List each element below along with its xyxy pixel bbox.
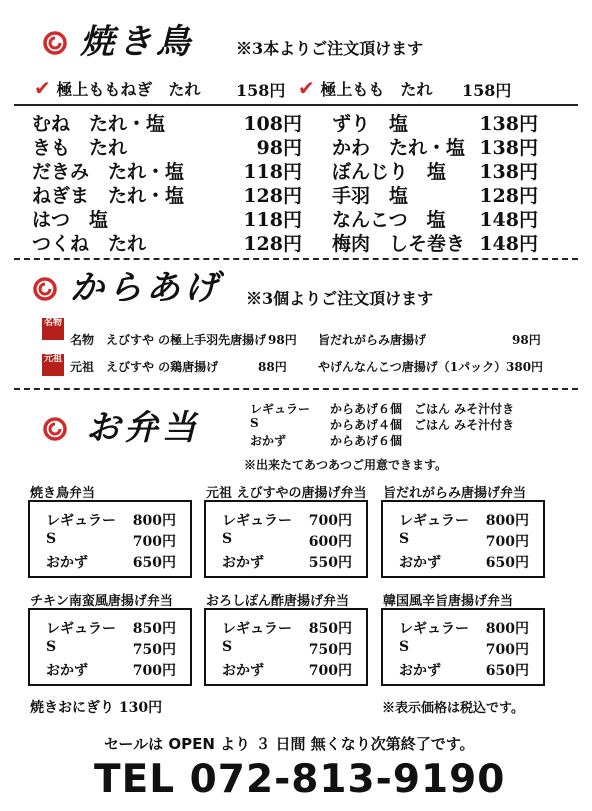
bento-price-row (399, 660, 529, 682)
bento-price-row (399, 639, 529, 661)
yakitori-item-price: 138円 (479, 113, 538, 135)
bento-price: 700円 (132, 663, 176, 679)
swirl-logo-icon (32, 276, 58, 302)
bento-price-row (399, 552, 529, 574)
bento-box-title: 元祖 えびすやの唐揚げ弁当 (206, 486, 367, 501)
bento-price-row (46, 552, 176, 574)
checkmark-icon: ✔ (34, 76, 51, 100)
bento-price: 800円 (485, 513, 529, 529)
bento-price-box (381, 608, 545, 686)
bento-price-box (28, 608, 192, 686)
yakitori-item-name: むね たれ・塩 (32, 113, 166, 135)
bento-size-label: レギュラー (399, 513, 469, 529)
bento-price-row (222, 531, 352, 553)
sale-note: セールは OPEN より ３ 日間 無くなり次第終了です。 (104, 735, 475, 753)
bento-size-label: レギュラー (399, 621, 469, 637)
yakitori-item-price: 108円 (243, 113, 302, 135)
yakitori-item-price: 118円 (243, 209, 302, 231)
bento-price: 650円 (485, 663, 529, 679)
featured-item-2 (298, 76, 432, 100)
yakitori-item-price: 128円 (243, 185, 302, 207)
bento-price: 800円 (132, 513, 176, 529)
bento-price-row (222, 639, 352, 661)
yakitori-item-price: 138円 (479, 137, 538, 159)
bento-size-label: レギュラー (46, 621, 116, 637)
bento-size-label: おかず (399, 663, 441, 679)
bento-price: 650円 (132, 555, 176, 571)
yakitori-item-name: ねぎま たれ・塩 (32, 185, 185, 207)
bento-size-desc: からあげ６個 ごはん みそ汁付き (330, 402, 515, 416)
karaage-item-price: 380円 (506, 360, 544, 374)
karaage-order-note: ※3個よりご注文頂けます (246, 289, 434, 308)
bento-title: お弁当 (86, 408, 200, 448)
bento-price-row (222, 618, 352, 640)
bento-price-row (222, 510, 352, 532)
karaage-item (70, 331, 266, 349)
bento-price: 800円 (485, 621, 529, 637)
ganso-stamp: 元祖 (42, 354, 64, 376)
bento-size-label: おかず (46, 555, 88, 571)
bento-size-label: S (250, 416, 259, 430)
tax-note: ※表示価格は税込です。 (382, 701, 524, 716)
bento-price-box (204, 500, 368, 578)
karaage-item (70, 358, 218, 376)
bento-price: 700円 (308, 663, 352, 679)
bento-size-label: S (222, 531, 233, 547)
yakitori-item-name: ぼんじり 塩 (332, 161, 447, 183)
yakitori-item-price: 148円 (479, 209, 538, 231)
featured-item-price: 158円 (462, 81, 512, 100)
bento-size-label: S (399, 531, 410, 547)
bento-price: 550円 (308, 555, 352, 571)
yakitori-item (32, 135, 302, 161)
bento-price-box (28, 500, 192, 578)
yakitori-item-price: 148円 (479, 233, 538, 255)
bento-size-label: レギュラー (46, 513, 116, 529)
yakitori-item (332, 207, 538, 233)
swirl-logo-icon (42, 416, 68, 442)
yakitori-item-name: きも たれ (32, 137, 128, 159)
yakitori-item-name: 梅肉 しそ巻き (332, 233, 466, 255)
bento-price: 850円 (132, 621, 176, 637)
telephone-number[interactable]: TEL 072-813-9190 (94, 757, 506, 802)
bento-box-title: チキン南蛮風唐揚げ弁当 (30, 594, 173, 609)
bento-price: 700円 (485, 642, 529, 658)
yakitori-item-price: 138円 (479, 161, 538, 183)
yakitori-title: 焼き鳥 (80, 22, 194, 62)
karaage-item-price: 88円 (258, 360, 287, 374)
karaage-item-price: 98円 (512, 333, 541, 347)
karaage-item-name: 旨だれがらみ唐揚げ (318, 333, 427, 347)
bento-price: 750円 (308, 642, 352, 658)
bento-price-row (46, 618, 176, 640)
bento-price-row (399, 531, 529, 553)
yakitori-item-name: はつ 塩 (32, 209, 109, 231)
bento-size-label: おかず (46, 663, 88, 679)
swirl-logo-icon (42, 30, 68, 56)
yakitori-order-note: ※3本よりご注文頂けます (236, 39, 424, 58)
karaage-item-name: 名物 えびすや の極上手羽先唐揚げ (70, 333, 267, 347)
bento-size-label: レギュラー (250, 402, 311, 416)
bento-size-label: レギュラー (222, 513, 292, 529)
yakitori-item-name: ずり 塩 (332, 113, 409, 135)
bento-price-row (222, 552, 352, 574)
bento-price: 650円 (485, 555, 529, 571)
bento-price-row (46, 510, 176, 532)
bento-price: 700円 (132, 534, 176, 550)
bento-size-label: S (46, 639, 57, 655)
yakitori-item (332, 111, 538, 137)
yakitori-item (32, 183, 302, 209)
onigiri-item: 焼きおにぎり 130円 (30, 700, 163, 716)
bento-price: 600円 (308, 534, 352, 550)
karaage-item-name: 元祖 えびすや の鶏唐揚げ (70, 360, 219, 374)
yakitori-item (32, 159, 302, 185)
featured-item-price: 158円 (236, 81, 286, 100)
karaage-title: からあげ (70, 268, 222, 308)
bento-box-title: 韓国風辛旨唐揚げ弁当 (383, 594, 514, 609)
bento-price: 750円 (132, 642, 176, 658)
bento-size-label: おかず (250, 434, 287, 448)
bento-box-title: 旨だれがらみ唐揚げ弁当 (383, 486, 527, 501)
yakitori-item-price: 128円 (479, 185, 538, 207)
bento-size-desc: からあげ４個 ごはん みそ汁付き (330, 418, 515, 432)
bento-price: 700円 (485, 534, 529, 550)
karaage-item-price: 98円 (268, 333, 297, 347)
featured-item-name: 極上もも たれ (320, 80, 433, 99)
yakitori-item (32, 111, 302, 137)
yakitori-item (32, 207, 302, 233)
bento-price-box (204, 608, 368, 686)
featured-item-name: 極上ももねぎ たれ (56, 80, 201, 99)
divider (14, 104, 578, 106)
bento-size-label: おかず (399, 555, 441, 571)
bento-size-label: S (222, 639, 233, 655)
bento-size-label: おかず (222, 663, 264, 679)
bento-price-row (222, 660, 352, 682)
bento-price: 700円 (308, 513, 352, 529)
yakitori-item-name: かわ たれ・塩 (332, 137, 466, 159)
yakitori-item-name: だきみ たれ・塩 (32, 161, 185, 183)
divider (14, 388, 578, 390)
yakitori-item-price: 98円 (256, 137, 302, 159)
bento-price: 850円 (308, 621, 352, 637)
karaage-item-name: やげんなんこつ唐揚げ（1パック） (318, 360, 507, 374)
yakitori-item-name: 手羽 塩 (332, 185, 409, 207)
bento-box-title: 焼き鳥弁当 (30, 486, 96, 501)
bento-size-label: S (399, 639, 410, 655)
yakitori-item-price: 128円 (243, 233, 302, 255)
divider (14, 258, 578, 260)
bento-price-row (399, 618, 529, 640)
yakitori-item (332, 135, 538, 161)
karaage-item (318, 358, 506, 376)
bento-price-box (381, 500, 545, 578)
yakitori-item (32, 231, 302, 257)
bento-fresh-note: ※出来たてあつあつご用意できます。 (244, 458, 448, 472)
yakitori-item-name: なんこつ 塩 (332, 209, 446, 231)
yakitori-item (332, 159, 538, 185)
featured-item-1 (34, 76, 200, 100)
bento-size-label: S (46, 531, 57, 547)
bento-price-row (46, 531, 176, 553)
bento-size-label: レギュラー (222, 621, 292, 637)
checkmark-icon: ✔ (298, 76, 315, 100)
bento-size-label: おかず (222, 555, 264, 571)
yakitori-item (332, 183, 538, 209)
karaage-item (318, 331, 426, 349)
bento-box-title: おろしぽん酢唐揚げ弁当 (206, 594, 350, 609)
meibutsu-stamp: 名物 (42, 318, 64, 340)
yakitori-item-price: 118円 (243, 161, 302, 183)
bento-price-row (46, 660, 176, 682)
bento-price-row (46, 639, 176, 661)
bento-size-desc: からあげ６個 (330, 434, 403, 448)
yakitori-item (332, 231, 538, 257)
yakitori-item-name: つくね たれ (32, 233, 147, 255)
bento-price-row (399, 510, 529, 532)
